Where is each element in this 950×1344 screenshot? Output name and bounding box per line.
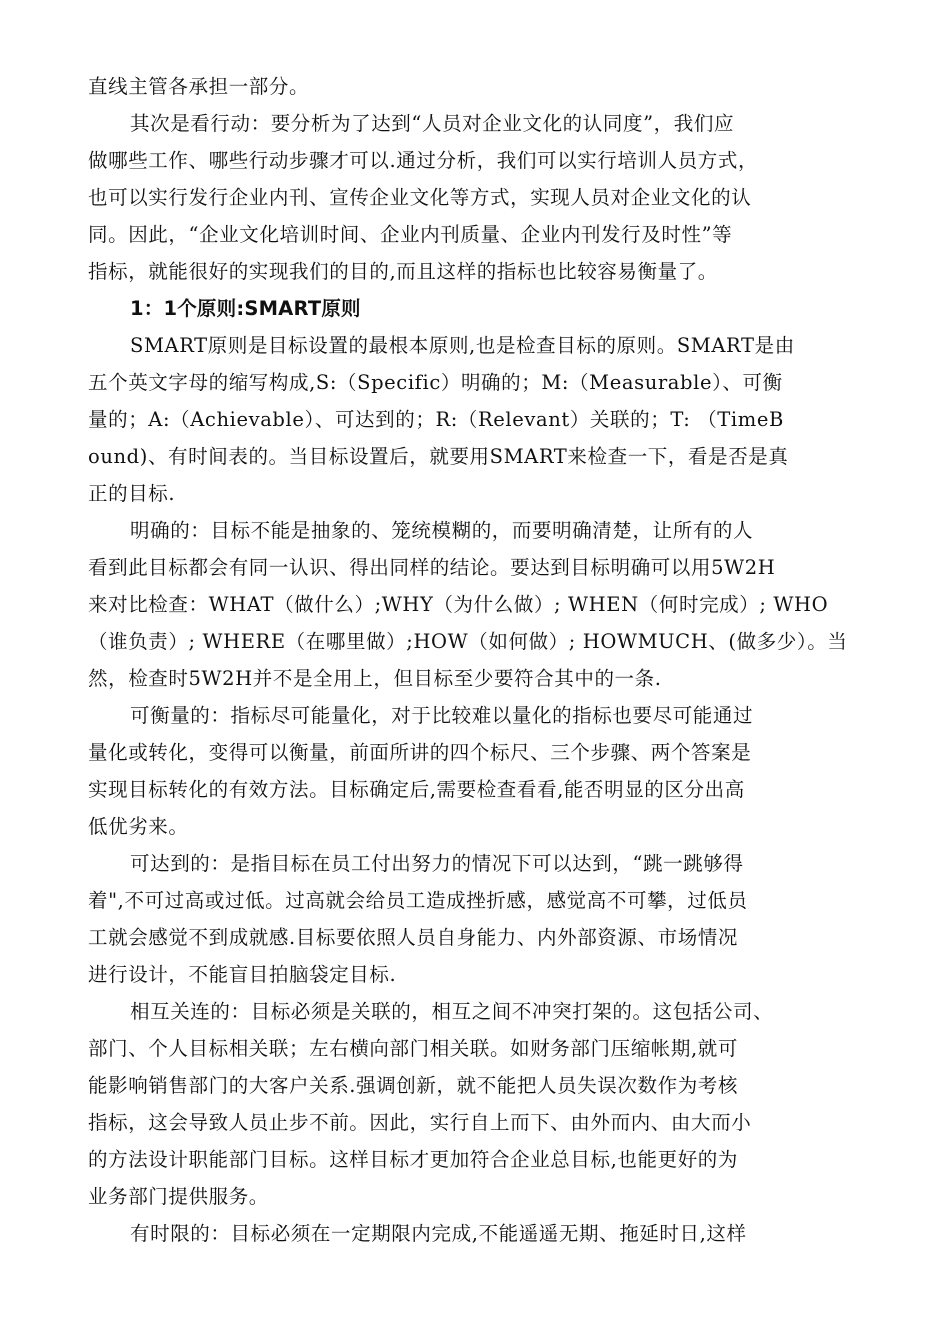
text-line: 量的；A:（Achievable）、可达到的；R:（Relevant）关联的；T: （TimeB [88, 408, 784, 431]
text-line: 其次是看行动：要分析为了达到“人员对企业文化的认同度”，我们应 [130, 112, 735, 135]
text-line: 可衡量的：指标尽可能量化，对于比较难以量化的指标也要尽可能通过 [130, 704, 754, 727]
text-line: 直线主管各承担一部分。 [88, 75, 310, 98]
text-line: 工就会感觉不到成就感.目标要依照人员自身能力、内外部资源、市场情况 [88, 926, 738, 949]
text-line: 正的目标. [88, 482, 176, 505]
text-line: 低优劣来。 [88, 815, 189, 838]
text-line: 同。因此，“企业文化培训时间、企业内刊质量、企业内刊发行及时性”等 [88, 223, 733, 246]
text-line: 明确的：目标不能是抽象的、笼统模糊的，而要明确清楚，让所有的人 [130, 519, 754, 542]
text-line: 的方法设计职能部门目标。这样目标才更加符合企业总目标,也能更好的为 [88, 1148, 738, 1171]
text-line: 五个英文字母的缩写构成,S:（Specific）明确的；M:（Measurable）、可衡 [88, 371, 783, 394]
text-line: 看到此目标都会有同一认识、得出同样的结论。要达到目标明确可以用5W2H [88, 556, 776, 579]
text-line: 部门、个人目标相关联；左右横向部门相关联。如财务部门压缩帐期,就可 [88, 1037, 738, 1060]
text-line: 也可以实行发行企业内刊、宣传企业文化等方式，实现人员对企业文化的认 [88, 186, 752, 209]
text-line: 可达到的：是指目标在员工付出努力的情况下可以达到，“跳一跳够得 [130, 852, 744, 875]
text-line: 着",不可过高或过低。过高就会给员工造成挫折感，感觉高不可攀，过低员 [88, 889, 748, 912]
text-line: 进行设计，不能盲目拍脑袋定目标. [88, 963, 397, 986]
text-line: 相互关连的：目标必须是关联的，相互之间不冲突打架的。这包括公司、 [130, 1000, 774, 1023]
text-line: 有时限的：目标必须在一定期限内完成,不能遥遥无期、拖延时日,这样 [130, 1222, 747, 1245]
text-line: 来对比检查：WHAT（做什么）;WHY（为什么做）; WHEN（何时完成）; WHO [88, 593, 829, 616]
text-line: 然，检查时5W2H并不是全用上，但目标至少要符合其中的一条. [88, 667, 662, 690]
text-line: ound)、有时间表的。当目标设置后，就要用SMART来检查一下，看是否是真 [88, 445, 789, 468]
section-heading: 1：1个原则:SMART原则 [130, 297, 361, 320]
text-line: （谁负责）; WHERE（在哪里做）;HOW（如何做）; HOWMUCH、(做多少）。当 [88, 630, 848, 653]
text-line: 业务部门提供服务。 [88, 1185, 269, 1208]
text-line: 能影响销售部门的大客户关系.强调创新，就不能把人员失误次数作为考核 [88, 1074, 738, 1097]
text-line: 实现目标转化的有效方法。目标确定后,需要检查看看,能否明显的区分出高 [88, 778, 745, 801]
text-line: 指标，就能很好的实现我们的目的,而且这样的指标也比较容易衡量了。 [88, 260, 718, 283]
text-line: 量化或转化，变得可以衡量，前面所讲的四个标尺、三个步骤、两个答案是 [88, 741, 752, 764]
text-line: SMART原则是目标设置的最根本原则,也是检查目标的原则。SMART是由 [130, 334, 795, 357]
text-line: 做哪些工作、哪些行动步骤才可以.通过分析，我们可以实行培训人员方式， [88, 149, 759, 172]
text-line: 指标，这会导致人员止步不前。因此，实行自上而下、由外而内、由大而小 [88, 1111, 752, 1134]
